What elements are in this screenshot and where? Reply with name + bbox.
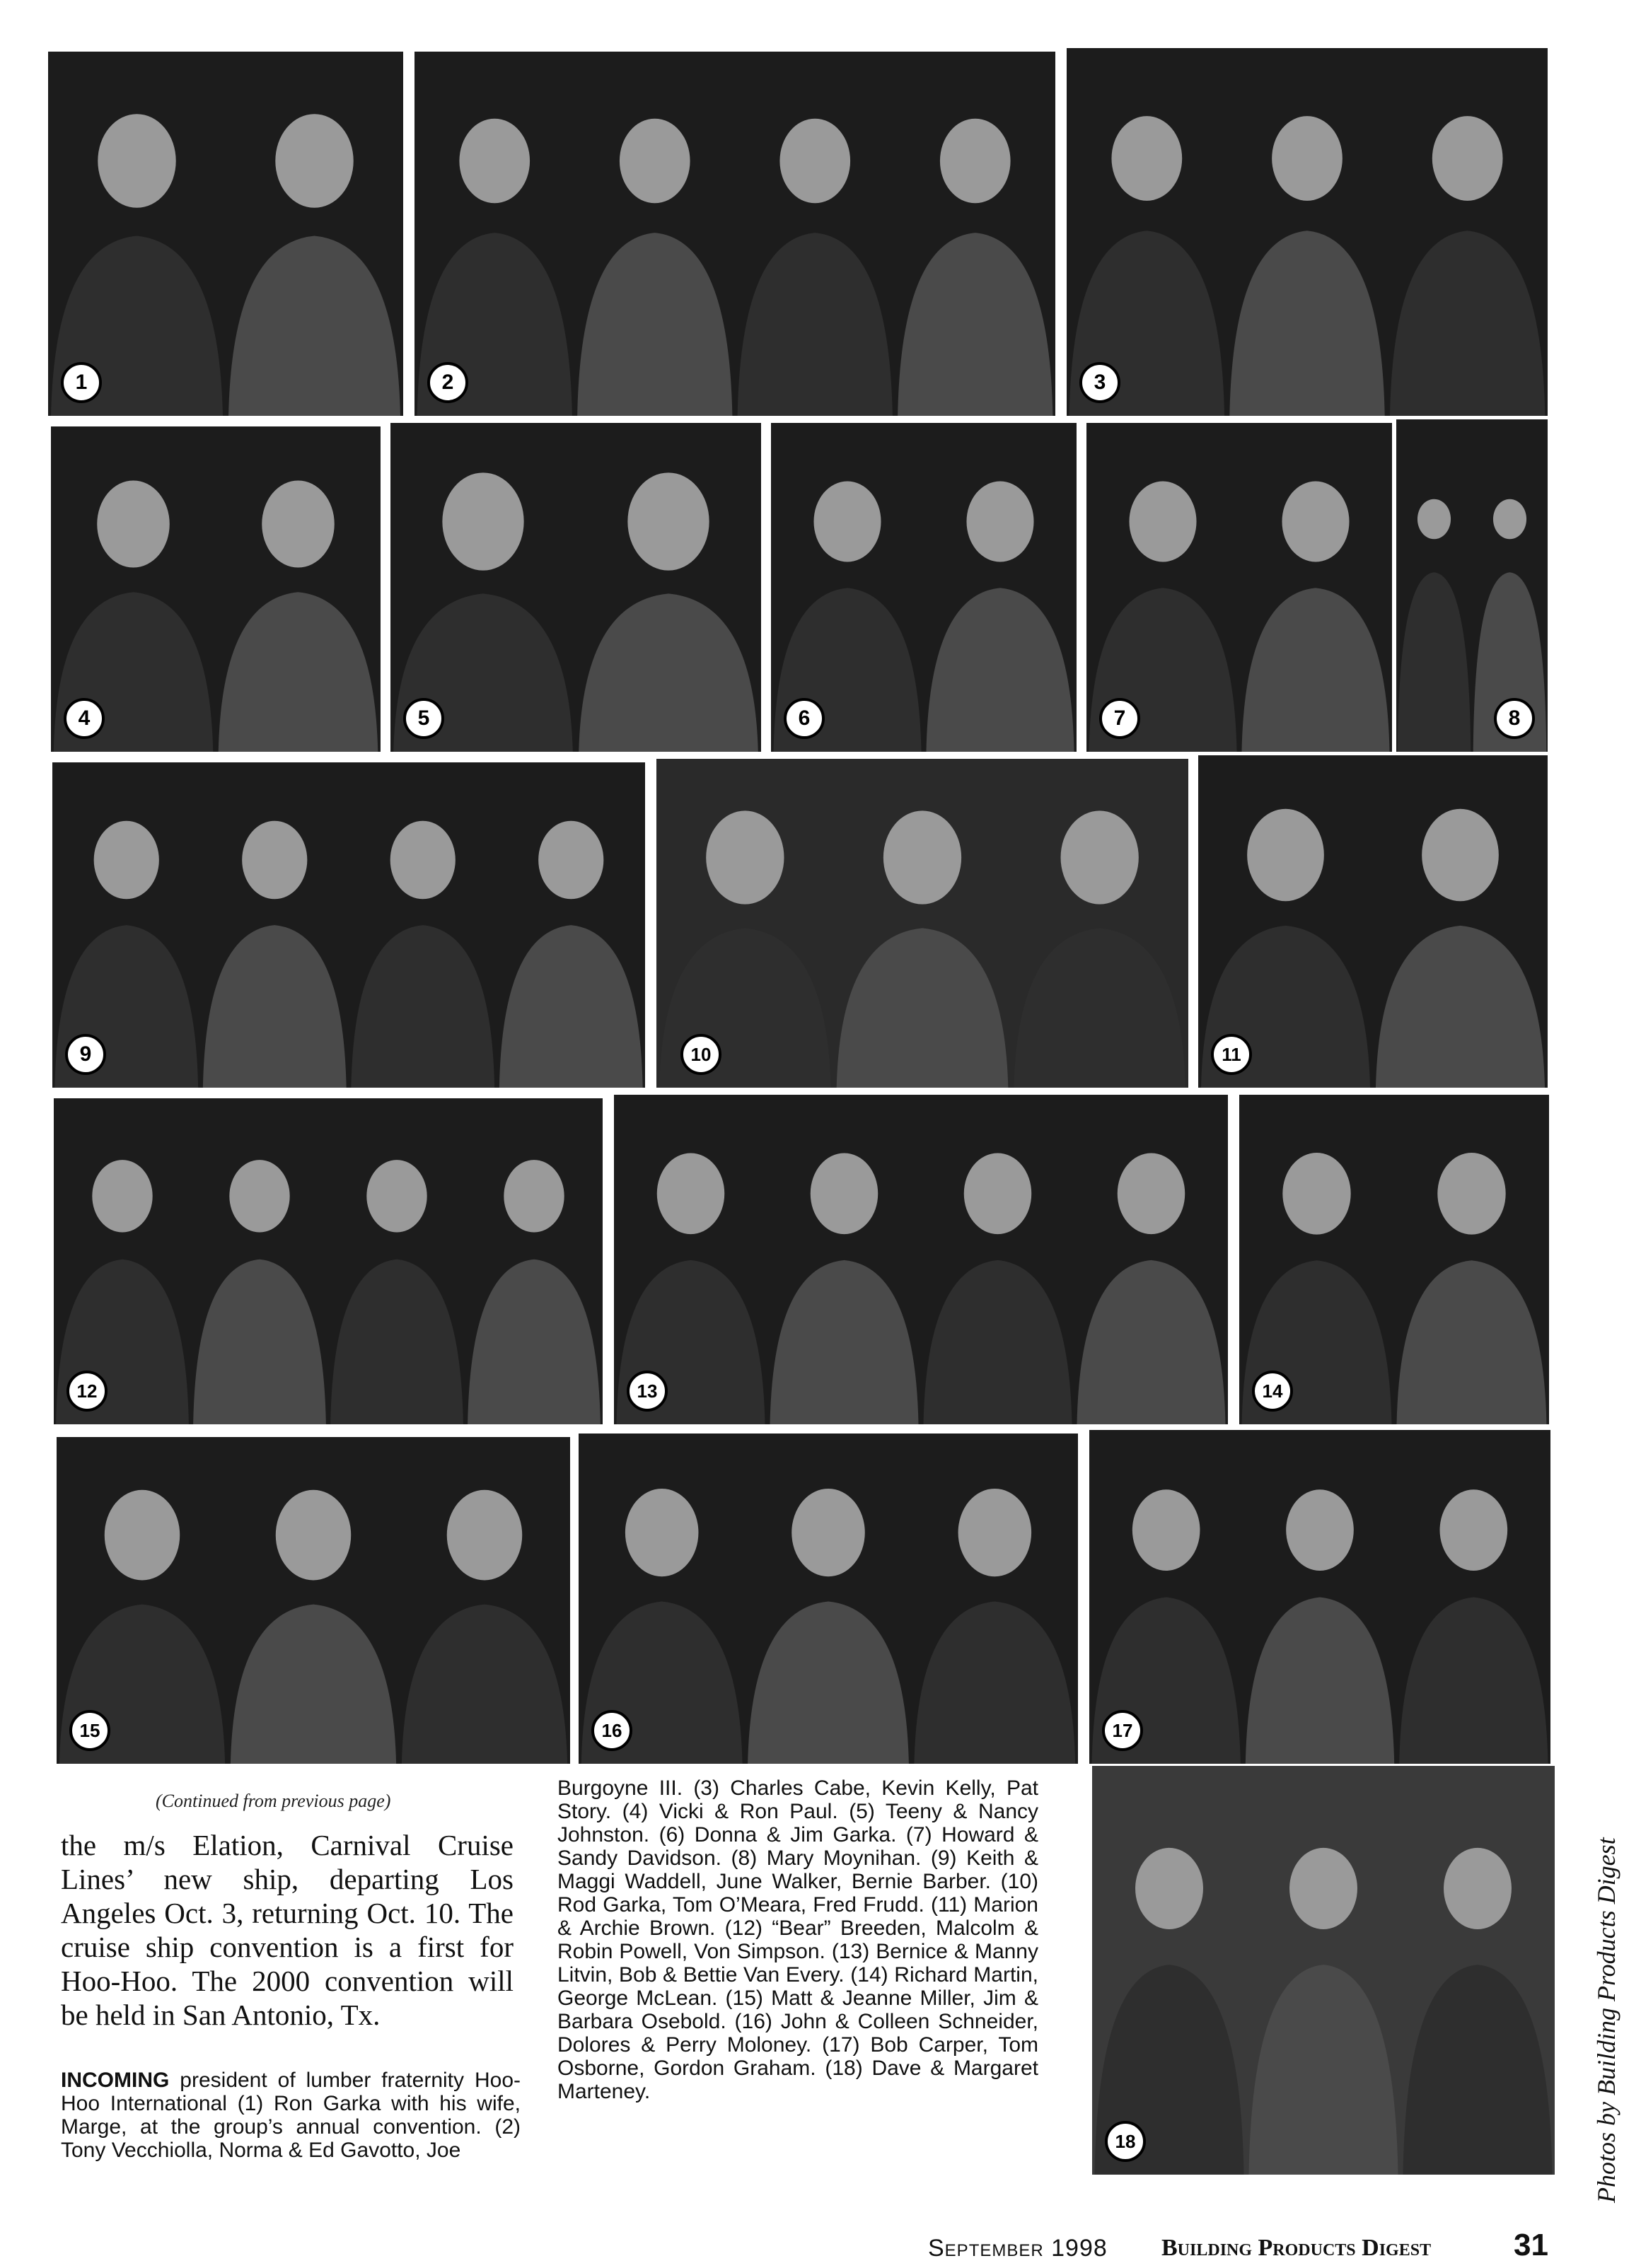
person-head <box>1132 1489 1200 1571</box>
caption-lead: INCOMING <box>61 2069 170 2092</box>
photo-18 <box>1092 1766 1555 2175</box>
person-body <box>1077 1260 1225 1424</box>
person-head <box>94 821 159 900</box>
person-head <box>1282 1153 1350 1235</box>
person-body <box>738 233 893 416</box>
photo-number-badge: 11 <box>1211 1034 1252 1075</box>
person-head <box>964 1153 1031 1235</box>
person-head <box>276 1490 351 1581</box>
photo-9 <box>52 762 645 1088</box>
photo-silhouettes <box>614 1095 1228 1424</box>
person-head <box>1432 116 1503 201</box>
person-head <box>262 480 335 567</box>
photo-number-badge: 13 <box>627 1371 668 1412</box>
person-head <box>105 1490 180 1581</box>
person-head <box>504 1160 564 1232</box>
photo-4 <box>51 426 381 752</box>
person-head <box>242 821 307 900</box>
person-head <box>813 481 881 562</box>
photo-silhouettes <box>1198 755 1548 1088</box>
photo-11 <box>1198 755 1548 1088</box>
person-head <box>1282 481 1349 562</box>
photo-number-badge: 9 <box>65 1034 106 1075</box>
photo-silhouettes <box>51 426 381 752</box>
person-head <box>706 810 784 904</box>
photo-7 <box>1086 423 1392 752</box>
person-body <box>1376 926 1545 1088</box>
photo-number-badge: 8 <box>1494 698 1535 739</box>
person-body <box>1248 1965 1398 2175</box>
person-body <box>914 1602 1075 1764</box>
photo-2 <box>414 52 1055 416</box>
person-body <box>1241 588 1389 752</box>
person-head <box>1444 1848 1512 1929</box>
photo-17 <box>1089 1430 1550 1764</box>
person-body <box>203 925 347 1088</box>
person-head <box>657 1153 724 1235</box>
person-head <box>625 1489 699 1576</box>
photo-number-badge: 3 <box>1079 362 1120 403</box>
photo-credit: Photos by Building Products Digest <box>1592 1837 1620 2203</box>
photo-silhouettes <box>656 759 1188 1088</box>
photo-number-badge: 14 <box>1252 1371 1293 1412</box>
person-head <box>366 1160 427 1232</box>
photo-1 <box>48 52 403 416</box>
photo-15 <box>57 1437 570 1764</box>
footer-magazine: Building Products Digest <box>1161 2235 1432 2261</box>
person-head <box>958 1489 1032 1576</box>
photo-silhouettes <box>579 1434 1078 1764</box>
photo-number-badge: 2 <box>427 362 468 403</box>
photo-number-badge: 5 <box>403 698 444 739</box>
person-head <box>1440 1489 1508 1571</box>
person-head <box>1111 116 1182 201</box>
caption-part-1 <box>61 2069 521 2162</box>
photo-silhouettes <box>52 762 645 1088</box>
person-head <box>98 114 175 208</box>
person-head <box>1061 810 1139 904</box>
person-head <box>97 480 170 567</box>
person-head <box>1118 1153 1185 1235</box>
photo-number-badge: 10 <box>680 1034 721 1075</box>
person-head <box>447 1490 522 1581</box>
photo-number-badge: 17 <box>1102 1710 1143 1751</box>
photo-silhouettes <box>390 423 761 752</box>
continued-note: (Continued from previous page) <box>156 1791 391 1811</box>
person-head <box>1417 499 1451 539</box>
person-head <box>1272 116 1343 201</box>
person-head <box>459 119 530 204</box>
photo-16 <box>579 1434 1078 1764</box>
person-head <box>1247 809 1324 901</box>
photo-number-badge: 4 <box>64 698 105 739</box>
person-body <box>1390 231 1545 416</box>
photo-5 <box>390 423 761 752</box>
person-head <box>811 1153 878 1235</box>
person-body <box>219 592 378 752</box>
person-head <box>1289 1848 1357 1929</box>
person-body <box>579 593 758 752</box>
photo-13 <box>614 1095 1228 1424</box>
photo-number-badge: 18 <box>1105 2121 1146 2162</box>
photo-silhouettes <box>1067 48 1548 416</box>
person-head <box>1422 809 1499 901</box>
person-head <box>940 119 1011 204</box>
person-head <box>791 1489 865 1576</box>
person-head <box>538 821 603 900</box>
person-body <box>898 233 1053 416</box>
person-body <box>926 588 1074 752</box>
photo-silhouettes <box>1089 1430 1550 1764</box>
person-head <box>1493 499 1526 539</box>
photo-number-badge: 12 <box>66 1371 108 1412</box>
photo-silhouettes <box>54 1098 603 1424</box>
footer-month: September 1998 <box>928 2235 1108 2262</box>
person-head <box>883 810 961 904</box>
photo-silhouettes <box>48 52 403 416</box>
photo-10 <box>656 759 1188 1088</box>
photo-number-badge: 1 <box>61 362 102 403</box>
person-head <box>92 1160 152 1232</box>
person-head <box>1437 1153 1505 1235</box>
photo-number-badge: 6 <box>784 698 825 739</box>
photo-3 <box>1067 48 1548 416</box>
person-body <box>1397 1260 1547 1424</box>
page-number: 31 <box>1514 2228 1548 2262</box>
person-head <box>966 481 1033 562</box>
person-head <box>1129 481 1196 562</box>
person-head <box>1135 1848 1203 1929</box>
person-body <box>1014 928 1185 1088</box>
person-body <box>468 1260 601 1424</box>
person-body <box>1246 1597 1394 1764</box>
photo-8 <box>1396 419 1548 752</box>
photo-14 <box>1239 1095 1549 1424</box>
person-head <box>779 119 850 204</box>
person-body <box>330 1260 463 1424</box>
person-body <box>499 925 643 1088</box>
photo-12 <box>54 1098 603 1424</box>
person-body <box>1398 572 1471 752</box>
person-body <box>770 1260 918 1424</box>
photo-number-badge: 16 <box>591 1710 632 1751</box>
person-body <box>193 1260 326 1424</box>
photo-6 <box>771 423 1077 752</box>
person-head <box>442 472 523 570</box>
person-body <box>402 1605 567 1764</box>
person-body <box>837 928 1009 1088</box>
photo-silhouettes <box>414 52 1055 416</box>
person-body <box>351 925 494 1088</box>
person-head <box>620 119 690 204</box>
photo-silhouettes <box>1092 1766 1555 2175</box>
story-text: the m/s Elation, Carnival Cruise Lines’ new ship, departing Los Angeles Oct. 3, returning Oct. 10. The cruise ship convention is a first for Hoo-Hoo. The 2000 convention will be held in San Antonio, Tx. <box>61 1829 514 2031</box>
person-body <box>748 1602 909 1764</box>
caption-part-2: Burgoyne III. (3) Charles Cabe, Kevin Kelly, Pat Story. (4) Vicki & Ron Paul. (5) Teeny & Nancy Johnston. (6) Donna & Jim Garka. (7) Howard & Sandy Davidson. (8) Mary Moynihan. (9) Keith & Maggi Waddell, June Walker, Bernie Barber. (10) Rod Garka, Tom O’Meara, Fred Frudd. (11) Marion & Archie Brown. (12) “Bear” Breeden, Malcolm & Robin Powell, Von Simpson. (13) Bernice & Manny Litvin, Bob & Bettie Van Every. (14) Richard Martin, George McLean. (15) Matt & Jeanne Miller, Jim & Barbara Osebold. (16) John & Colleen Schneider, Dolores & Perry Moloney. (17) Bob Carper, Tom Osborne, Gordon Graham. (18) Dave & Margaret Marteney. <box>557 1776 1038 2103</box>
person-body <box>923 1260 1072 1424</box>
person-body <box>577 233 732 416</box>
person-body <box>1399 1597 1548 1764</box>
person-head <box>627 472 709 570</box>
person-body <box>228 235 400 416</box>
person-head <box>1286 1489 1354 1571</box>
caption-text-1: president of lumber fraternity Hoo-Hoo International (1) Ron Garka with his wife, Marge, at the group’s annual convention. (2) Tony Vecchiolla, Norma & Ed Gavotto, Joe <box>61 2069 521 2162</box>
person-head <box>229 1160 289 1232</box>
person-head <box>275 114 353 208</box>
photo-number-badge: 15 <box>69 1710 110 1751</box>
person-body <box>231 1605 396 1764</box>
photo-silhouettes <box>57 1437 570 1764</box>
person-body <box>1229 231 1384 416</box>
person-head <box>390 821 456 900</box>
photo-number-badge: 7 <box>1099 698 1140 739</box>
person-body <box>1403 1965 1552 2175</box>
